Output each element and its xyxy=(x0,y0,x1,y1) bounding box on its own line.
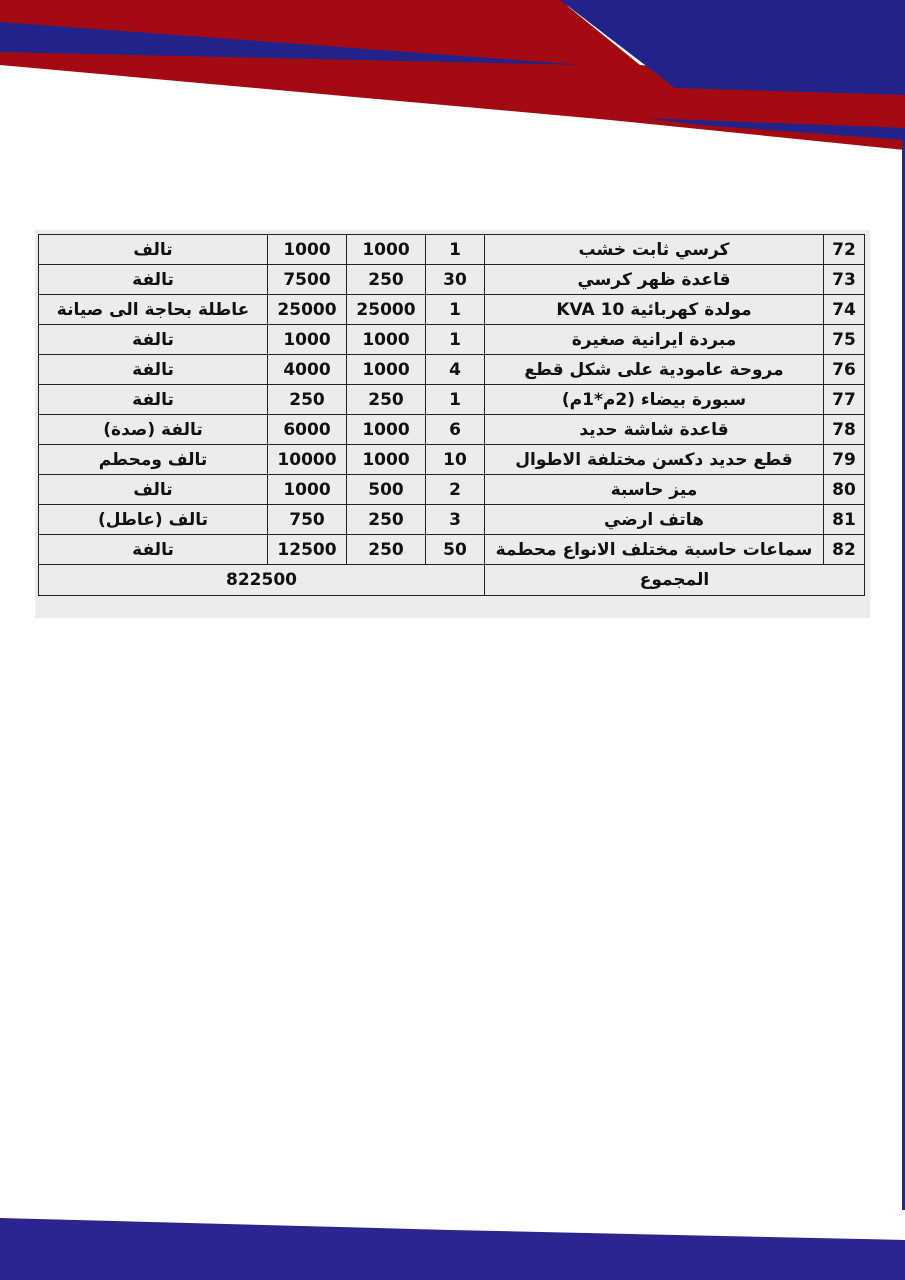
item-name: مروحة عامودية على شكل قطع xyxy=(485,355,824,385)
item-unit-price: 1000 xyxy=(347,445,426,475)
item-total: 25000 xyxy=(268,295,347,325)
item-unit-price: 1000 xyxy=(347,325,426,355)
item-unit-price: 250 xyxy=(347,505,426,535)
item-name: ميز حاسبة xyxy=(485,475,824,505)
item-total: 750 xyxy=(268,505,347,535)
item-name: قطع حديد دكسن مختلفة الاطوال xyxy=(485,445,824,475)
table-row xyxy=(39,535,865,565)
total-value: 822500 xyxy=(39,565,485,596)
item-quantity: 1 xyxy=(426,325,485,355)
item-status: تالفة xyxy=(39,385,268,415)
row-number: 80 xyxy=(824,475,865,505)
item-status: عاطلة بحاجة الى صيانة xyxy=(39,295,268,325)
item-quantity: 1 xyxy=(426,235,485,265)
item-unit-price: 25000 xyxy=(347,295,426,325)
item-unit-price: 250 xyxy=(347,385,426,415)
scanned-table-area xyxy=(35,230,870,618)
item-total: 10000 xyxy=(268,445,347,475)
item-status: تالفة xyxy=(39,355,268,385)
item-unit-price: 1000 xyxy=(347,355,426,385)
item-quantity: 30 xyxy=(426,265,485,295)
row-number: 73 xyxy=(824,265,865,295)
row-number: 74 xyxy=(824,295,865,325)
row-number: 76 xyxy=(824,355,865,385)
table-row xyxy=(39,505,865,535)
table-row xyxy=(39,265,865,295)
item-status: تالفة xyxy=(39,325,268,355)
item-name: هاتف ارضي xyxy=(485,505,824,535)
item-name: سبورة بيضاء (2م*1م) xyxy=(485,385,824,415)
item-quantity: 4 xyxy=(426,355,485,385)
item-unit-price: 1000 xyxy=(347,235,426,265)
table-row xyxy=(39,355,865,385)
item-quantity: 2 xyxy=(426,475,485,505)
item-unit-price: 1000 xyxy=(347,415,426,445)
item-unit-price: 250 xyxy=(347,535,426,565)
item-total: 4000 xyxy=(268,355,347,385)
item-quantity: 6 xyxy=(426,415,485,445)
item-name: كرسي ثابت خشب xyxy=(485,235,824,265)
item-name: سماعات حاسبة مختلف الانواع محطمة xyxy=(485,535,824,565)
item-total: 7500 xyxy=(268,265,347,295)
item-quantity: 3 xyxy=(426,505,485,535)
table-row xyxy=(39,235,865,265)
item-quantity: 1 xyxy=(426,295,485,325)
row-number: 77 xyxy=(824,385,865,415)
item-name: قاعدة ظهر كرسي xyxy=(485,265,824,295)
item-total: 250 xyxy=(268,385,347,415)
item-status: تالف (عاطل) xyxy=(39,505,268,535)
item-unit-price: 500 xyxy=(347,475,426,505)
table-row xyxy=(39,385,865,415)
table-row xyxy=(39,295,865,325)
table-row xyxy=(39,415,865,445)
footer-banner xyxy=(0,1210,905,1280)
row-number: 81 xyxy=(824,505,865,535)
row-number: 75 xyxy=(824,325,865,355)
table-row xyxy=(39,325,865,355)
item-unit-price: 250 xyxy=(347,265,426,295)
total-row xyxy=(39,565,865,596)
item-total: 1000 xyxy=(268,475,347,505)
item-name: مولدة كهربائية KVA 10 xyxy=(485,295,824,325)
inventory-table xyxy=(38,234,865,596)
item-quantity: 10 xyxy=(426,445,485,475)
item-status: تالف xyxy=(39,235,268,265)
row-number: 79 xyxy=(824,445,865,475)
row-number: 82 xyxy=(824,535,865,565)
item-name: مبردة ايرانية صغيرة xyxy=(485,325,824,355)
item-total: 12500 xyxy=(268,535,347,565)
item-total: 1000 xyxy=(268,235,347,265)
item-name: قاعدة شاشة حديد xyxy=(485,415,824,445)
item-total: 6000 xyxy=(268,415,347,445)
row-number: 78 xyxy=(824,415,865,445)
item-status: تالفة (صدة) xyxy=(39,415,268,445)
item-quantity: 50 xyxy=(426,535,485,565)
item-status: تالف xyxy=(39,475,268,505)
row-number: 72 xyxy=(824,235,865,265)
item-total: 1000 xyxy=(268,325,347,355)
total-label: المجموع xyxy=(485,565,865,596)
item-quantity: 1 xyxy=(426,385,485,415)
item-status: تالف ومحطم xyxy=(39,445,268,475)
header-banner xyxy=(0,0,905,160)
table-row xyxy=(39,445,865,475)
item-status: تالفة xyxy=(39,535,268,565)
table-row xyxy=(39,475,865,505)
item-status: تالفة xyxy=(39,265,268,295)
